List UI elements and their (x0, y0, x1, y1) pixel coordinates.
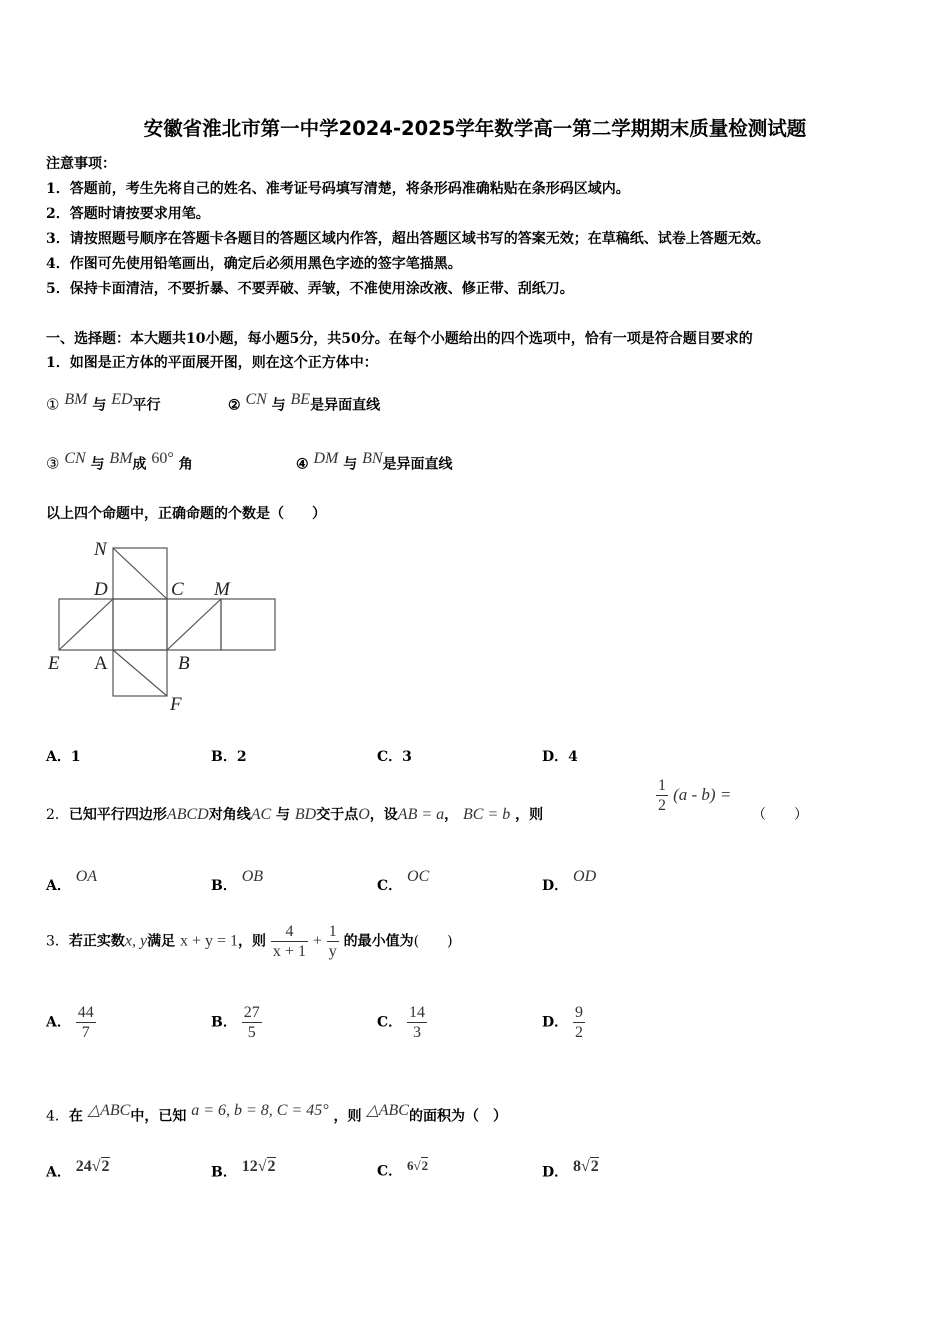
q1-proposition-1: ① $^{BM}$ 与 $^{ED}$平行 (46, 391, 161, 414)
q1-stem: 1．如图是正方体的平面展开图，则在这个正方体中： (46, 355, 378, 371)
q2-expression: $\frac{1}{2}$ (a - b) = (658, 777, 732, 814)
notice-item: 3．请按照题号顺序在答题卡各题目的答题区域内作答，超出答题区域书写的答案无效；在草稿纸、试卷上答题无效。 (46, 231, 770, 247)
q2-option-b[interactable]: B． OB (211, 868, 264, 894)
label-b: B (178, 653, 190, 674)
q4-option-c[interactable]: C． $^{6√2}$ (377, 1158, 429, 1180)
notice-item: 1．答题前，考生先将自己的姓名、准考证号码填写清楚，将条形码准确粘贴在条形码区域内。 (46, 181, 630, 197)
q1-proposition-3: ③ $^{CN}$ 与 $^{BM}$成 $^{60^\circ}$ 角 (46, 450, 193, 473)
diagonal-dn-c (113, 548, 167, 599)
q3-stem: 3．若正实数x, y满足 x + y = 1，则 $\frac{4}{x + 1}$ + $\frac{1}{y}$ 的最小值为( ) (46, 923, 453, 960)
diagonal-b-m (167, 599, 221, 650)
section-heading: 一、选择题：本大题共10小题，每小题5分，共50分。在每个小题给出的四个选项中，恰有一项是符合题目要求的 (46, 331, 753, 347)
notice-item: 5．保持卡面清洁，不要折暴、不要弄破、弄皱，不准使用涂改液、修正带、刮纸刀。 (46, 281, 574, 297)
diagonal-a-f (113, 650, 167, 696)
q1-option-a[interactable]: A．1 (46, 749, 81, 765)
q1-proposition-2: ② $^{CN}$ 与 $^{BE}$是异面直线 (228, 391, 381, 414)
label-a: A (94, 653, 108, 674)
notice-item: 2．答题时请按要求用笔。 (46, 206, 210, 222)
net-square-center (113, 599, 167, 650)
label-m: M (214, 579, 230, 600)
net-square-right2 (221, 599, 275, 650)
q4-stem: 4．在 $^{\triangle ABC}$中，已知 $^{a = 6, b = 8, C = 45^\circ}$ ，则 $^{\triangle ABC}$的面积为（ ） (46, 1102, 507, 1125)
label-e: E (48, 653, 60, 674)
q4-option-a[interactable]: A． $^{24√2}$ (46, 1158, 110, 1181)
q2-option-d[interactable]: D． OD (542, 868, 597, 894)
q3-option-d[interactable]: D． $\frac{9}{2}$ (542, 1004, 584, 1041)
q4-option-b[interactable]: B． $^{12√2}$ (211, 1158, 276, 1181)
q1-option-b[interactable]: B．2 (211, 749, 247, 765)
label-f: F (170, 694, 182, 715)
q3-option-b[interactable]: B． $\frac{27}{5}$ (211, 1004, 260, 1041)
q1-question: 以上四个命题中，正确命题的个数是（ ） (46, 506, 326, 522)
label-d: D (94, 579, 108, 600)
notice-heading: 注意事项： (46, 156, 116, 172)
label-n: N (94, 539, 107, 560)
diagonal-e-d (59, 599, 113, 650)
page-title: 安徽省淮北市第一中学2024-2025学年数学高一第二学期期末质量检测试题 (143, 117, 807, 140)
q3-option-a[interactable]: A． $\frac{44}{7}$ (46, 1004, 94, 1041)
q3-option-c[interactable]: C． $\frac{14}{3}$ (377, 1004, 426, 1041)
cube-net-figure (44, 538, 284, 718)
q1-option-d[interactable]: D．4 (542, 749, 578, 765)
q2-stem: 2．已知平行四边形ABCD对角线AC 与 BD交于点O，设AB = a， BC = b ，则 (46, 806, 544, 823)
notice-item: 4．作图可先使用铅笔画出，确定后必须用黑色字迹的签字笔描黑。 (46, 256, 462, 272)
q2-paren: （ ） (752, 807, 808, 823)
q2-option-c[interactable]: C． OC (377, 868, 430, 894)
q2-option-a[interactable]: A． OA (46, 868, 98, 894)
q1-option-c[interactable]: C．3 (377, 749, 412, 765)
q1-proposition-4: ④ $^{DM}$ 与 $^{BN}$是异面直线 (296, 450, 453, 473)
label-c: C (171, 579, 184, 600)
q4-option-d[interactable]: D． $^{8√2}$ (542, 1158, 599, 1181)
